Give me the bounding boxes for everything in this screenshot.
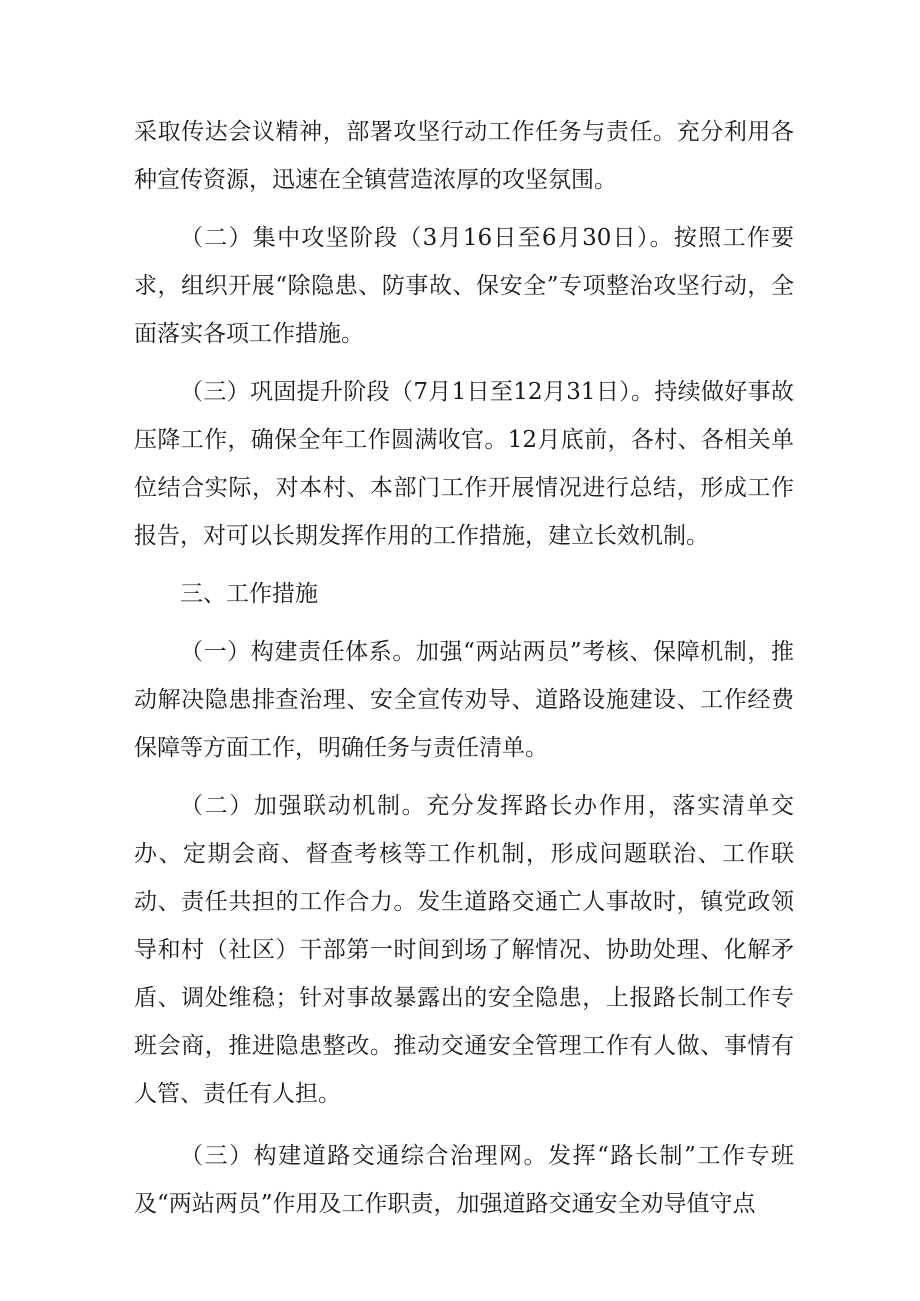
paragraph-measure-three: （三）构建道路交通综合治理网。发挥“路长制”工作专班及“两站两员”作用及工作职责，加强道路交通安全劝导值守点 xyxy=(134,1143,794,1217)
paragraph-measure-two: （二）加强联动机制。充分发挥路长办作用，落实清单交办、定期会商、督查考核等工作机制，形成问题联治、工作联动、责任共担的工作合力。发生道路交通亡人事故时，镇党政领导和村（社区）干部第一时间到场了解情况、协助处理、化解矛盾、调处维稳；针对事故暴露出的安全隐患，上报路长制工作专班会商，推进隐患整改。推动交通安全管理工作有人做、事情有人管、责任有人担。 xyxy=(134,793,794,1107)
paragraph-measure-one: （一）构建责任体系。加强“两站两员”考核、保障机制，推动解决隐患排查治理、安全宣传劝导、道路设施建设、工作经费保障等方面工作，明确任务与责任清单。 xyxy=(134,639,794,761)
section-heading-measures: 三、工作措施 xyxy=(180,581,318,607)
document-body xyxy=(134,108,794,1228)
paragraph-stage-three: （三）巩固提升阶段（7月1日至12月31日）。持续做好事故压降工作，确保全年工作圆满收官。12月底前，各村、各相关单位结合实际，对本村、本部门工作开展情况进行总结，形成工作报告，对可以长期发挥作用的工作措施，建立长效机制。 xyxy=(134,379,794,549)
paragraph-continuation: 采取传达会议精神，部署攻坚行动工作任务与责任。充分利用各种宣传资源，迅速在全镇营造浓厚的攻坚氛围。 xyxy=(134,119,794,193)
paragraph-stage-two: （二）集中攻坚阶段（3月16日至6月30日）。按照工作要求，组织开展“除隐患、防事故、保安全”专项整治攻坚行动，全面落实各项工作措施。 xyxy=(134,225,794,347)
